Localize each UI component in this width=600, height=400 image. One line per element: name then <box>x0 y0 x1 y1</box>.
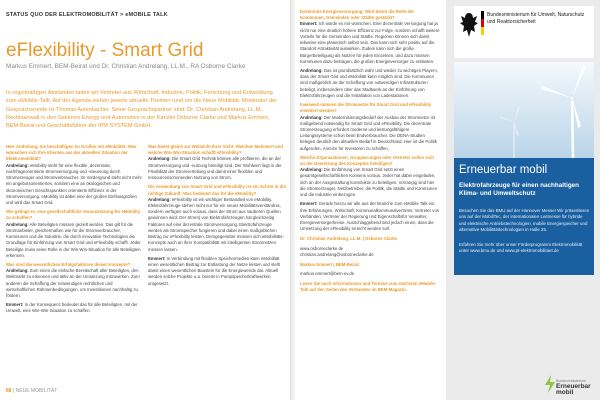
logo-small-text: Bundesministerium <box>556 379 586 383</box>
article-lead: In regelmäßigen Abständen laden wir Vertreter aus Wirtschaft, Industrie, Politik, Forschung und Entwicklung zum eMobile-Talk. Auf der Agenda stehen jeweils aktuelle Themen rund um die Neue Mobilität. Moderator der Gesprächsrunde ist Thomas Aulenbacher. Seine Gesprächspartner sind: Dr. Christian Andrelang, LL.M., Rechtsanwalt in den Sektoren Energy und Automotive in der Kanzlei Osborne Clarke und Markus Emmert, BEM-Beirat und Geschäftsführer der IPM SYSTEM GmbH. <box>6 90 278 130</box>
speaker: Andrelang: <box>6 268 29 274</box>
page-folio: 88 | NEUE MOBILITÄT <box>6 388 58 394</box>
contact-emmert: Markus Emmert | BEM-Beirat <box>300 262 359 268</box>
ministry-logo <box>454 6 594 58</box>
speaker: Emmert: <box>6 302 24 308</box>
right-page <box>296 0 600 400</box>
article-column-2 <box>148 144 286 290</box>
answer: eFlexibility ist ein wichtiger Bestandteil von eMobility. Elektrofahrzeuge stehen nicht nur für ein neues Mobilitätsverständnis, sondern verfügen auch voraus, dass der Strom aus sauberen Quellen gewonnen wird. Der Strom) von Elektrofahrzeugen hat gleichzeitig Faktoren auf eine dezentrale Stromversorgung. Elektrofahrzeuge werden als Stromspeicher fungieren und dabei einen maßgeblichen Beitrag zur eFlexibility leisten. Demgegenüber müssen sich eMobilitäts-Konzepte auch an ihrer Kompatibilität mit intelligenten Stromnetzen messen lassen. <box>148 196 284 252</box>
answer: Ich würde es mir wünschen. Eine dezentrale Versorgung hat ja nicht nur eine deutlich höhere Effizienz zur Folge, sondern schafft weitere Vorteile für die Gemeinden und Städte. Regionen können sich damit teilweise eine planerisch selbst sein. Das kann sich sehr positiv auf die Standort-Attraktivität auswirken. Zudem kann sich die große Bürgerbeteiligung als Nutzen für jeden Einzelnen, und dazu müssen Kommunen dazu beitragen, die großen Energieversorger zu entlasten. <box>300 21 440 64</box>
qa-block <box>300 102 440 152</box>
answer: Alle Beteiligten müssen gezielt werden. Das gilt für die Stromanbieter, gleichermaßen wie für die Stromverbraucher, Kommunen und die Industrie, die durch innovative Technologien die Grundlage für Einführung von Smart Grid und eFlexibility schafft. Jeder Beteiligte muss seine Rolle in der Win-Win-Situation für alle Beteiligten erkennen. <box>6 221 141 258</box>
contact-url: www.osborneclarke.de <box>300 245 344 251</box>
question: Die Anwendung von Smart Grid und eFlexibility ist ein Schritt in die richtige Zukunft: Was bedeutet das für die eMobility? <box>148 184 286 196</box>
promo-title: Erneuerbar mobil <box>459 164 548 176</box>
article-column-3 <box>300 9 440 296</box>
qa-block <box>6 262 143 299</box>
article-column-1 <box>6 144 143 318</box>
qa-block <box>300 9 440 65</box>
question: Wie gelingt es, eine gesellschaftliche Voraussetzung für eMobility zu schaffen? <box>6 209 141 221</box>
answer: Der Modernisierungsbedarf der Ausbau der Stromnetze ist maßgebend notwendig für Smart Grid und eFlexibility. Die dezentrale Stromerzeugung erfordert moderne und leistungsfähigere Leitungssysteme schon beim Endverbraucher. Die DENA-Studien belegen deutlich den aktuellen Bedarf in Deutschland. Hier ist die Politik aufgerufen, Anreize für Investoren zu schaffen. <box>300 114 437 151</box>
answer: Die Smart Grid Technik können alle profitieren, die an der Stromversorgung und -nutzung beteiligt sind. Der Wohlwert liegt in der Flexibilität der Stromverteilung und damit einer flexiblen und ressourcenschonenden Nutzung von Strom. <box>148 156 282 181</box>
speaker: Emmert: <box>300 201 318 207</box>
speaker: Andrelang: <box>148 196 171 202</box>
question: Welche Organisationen, Gruppierungen oder Vertreter sollen sich an der Umsetzung des Konzeptes beteiligen? <box>300 154 434 167</box>
qa-block <box>148 256 286 287</box>
speaker: Andrelang: <box>300 67 323 73</box>
promo-box <box>454 158 594 275</box>
magazine-name: NEUE MOBILITÄT <box>15 388 58 394</box>
page-number: 88 <box>6 388 12 394</box>
speaker: Andrelang: <box>6 221 29 227</box>
answer: Gerade hierzu wir alle aus der Branche zum eMobile Talk ein. Ihre Erfahrungen, Wirtschaft, Kommunalkommunalvertreter, Vertreter von Verbänden, Vertreter der Regierung und Eigenschaftsfür Verwalter, Energieversorgerkreise. Ausschlaggebend sind jedoch einen, dass die Umsetzung der eFlexibility erreicht werden soll. <box>300 201 440 232</box>
logo-wordmark <box>556 380 592 397</box>
erneuerbar-mobil-logo <box>542 362 592 396</box>
answer: In Verbindung mit flexiblen Speichermedien kann eMobilität einen wesentlichen Beitrag zur Entlastung der Netze leisten und stellt damit einen wesentlichen Baustein für die Energiewende dar. Aktuell werden solche Projekte u.a. bereits in Pumpspeicherkraftwerken umgesetzt. <box>148 255 280 286</box>
question: Was bietet gleich zur Weitsicht Ihrer Sicht: Welchen Mehrwert und welche Win-Win-Situation schafft eFlexibility? <box>148 144 283 156</box>
speaker: Andrelang: <box>300 114 323 120</box>
qa-block <box>300 155 440 199</box>
speaker: Emmert: <box>148 255 166 261</box>
qa-block <box>6 209 143 259</box>
german-flag-stripe <box>481 11 484 35</box>
qa-block <box>300 201 440 232</box>
promo-subtitle: Elektrofahrzeuge für einen nachhaltigen Klima- und Umweltschutz <box>459 182 580 198</box>
further-info-note: Lesen Sie auch Informationen und Termine zum nächsten eMobile-Talk auf den Seiten des Verbandes im BEM-Magazin. <box>300 280 437 292</box>
question: Was sind die wesentlichen Erfolgsfaktoren dieser Konzepte? <box>6 261 131 267</box>
answer: In der Konsequenz bedeutet das für alle Beteiligten, mit der Umwelt, eine Win-Win-Situation zu schaffen. <box>6 302 138 314</box>
qa-block <box>6 144 143 206</box>
qa-block <box>300 68 440 99</box>
advertisement-sidebar <box>446 0 600 400</box>
federal-eagle-icon <box>458 10 480 40</box>
speaker: Andrelang: <box>6 162 29 168</box>
answer: eMobility steht für eine flexible, dezentrale, nachfrageorientierte Stromversorgung und -steuerung durch Stromerzeuger und Stromverbraucher. Im Vordergrund steht nicht mehr ein angebotsorientiertes, sondern eine an ökologischen und ökonomischen Gesichtspunkten orientierte Effizienz in der Stromversorgung. eMobility ist dabei eine der großen Einflussgrößen und wird das Smart Grid. <box>6 162 142 205</box>
contact-andrelang: Dr. Christian Andrelang, LL.M. | Osborne Clarke <box>300 236 398 242</box>
promo-body: Besuchen Sie das BMU auf der Hannover Messe! Wir präsentieren uns auf der MobiliTec, der internationalen Leitmesse für hybride und elektrische Antriebstechnologien, mobile Energiespeicher und alternative Mobilitätstechnologien in Halle 25. <box>459 208 590 232</box>
qa-block <box>6 302 143 314</box>
wind-turbine-photo <box>454 62 594 158</box>
contact-email: markus.emmert@bem-ev.de <box>300 271 355 277</box>
article-headline: eFlexibility - Smart Grid <box>6 40 204 61</box>
qa-block <box>148 184 286 252</box>
question: Dezentrale Energieversorgung: Wird damit die Rolle der Kommunen, Gemeinden oder Städte gestärkt? <box>300 9 415 21</box>
wind-turbine-icon <box>454 62 594 158</box>
answer: Die Einführung von Smart Grid setzt einen gesamtgesellschaftlichen Konsens voraus. Jeder hat dabei eingeladen, sich an der Ausgestaltung konstruktiv zu beteiligen. Vorrangig sind hier die Stromerzeuger, Netzbetreiber, die Politik, die Städte und Kommunen und die Industrie einbezogen. <box>300 167 438 198</box>
qa-block <box>148 144 286 181</box>
answer: Zum einen die einfache Bereitschaft aller Beteiligten, den Weltmarkt zu erkennen und aktiv an der Umsetzung mitzuwirken. Zum anderen die Schaffung der notwendigen rechtlichen und wirtschaftlichen Rahmenbedingungen, um Investitionen nachhaltig zu fördern. <box>6 268 140 299</box>
speaker: Andrelang: <box>300 167 323 173</box>
promo-funding-note: Erfahren Sie mehr über unser Förderprogramm Elektromobilität unter www.bmu.de und www.pt-elektromobilitaet.de <box>459 242 583 254</box>
answer: Das ist grundsätzlich wahr und wieder zu wichtigen Playern, dass der Smart Grid und eMobilität kann möglich sind. Die Kommunen sind maßgeblich an der Schaffung von notwendigen Infrastrukturen beteiligt, insbesondere über das Stadtwerk an der Einführung von Elektrofahrzeugen und die Installation von Ladestationen. <box>300 67 439 98</box>
logo-text: Erneuerbar mobil <box>556 382 591 396</box>
ministry-name: Bundesministerium für Umwelt, Naturschutz und Reaktorsicherheit <box>487 12 585 25</box>
article-byline: Markus Emmert, BEM-Beirat und Dr. Christian Andrelang, LL.M., RA Osborne Clarke <box>6 63 246 70</box>
section-kicker: STATUS QUO DER ELEKTROMOBILITÄT > eMOBILE TALK <box>6 12 168 18</box>
question: Inwieweit müssen die Stromnetze für Smart Grid und eFlexibility erweitert werden? <box>300 102 432 114</box>
speaker: Andrelang: <box>148 156 171 162</box>
speaker: Emmert: <box>300 21 318 27</box>
left-page <box>0 0 290 400</box>
contact-email: christian.andrelang@osborneclarke.de <box>300 251 374 257</box>
question: Herr Andrelang, Sie beschäftigen im Großen mit eMobilität: Was wünschen sich Ihre Klienten aus der aktuellen Situation der Elektromobilität? <box>6 144 137 162</box>
